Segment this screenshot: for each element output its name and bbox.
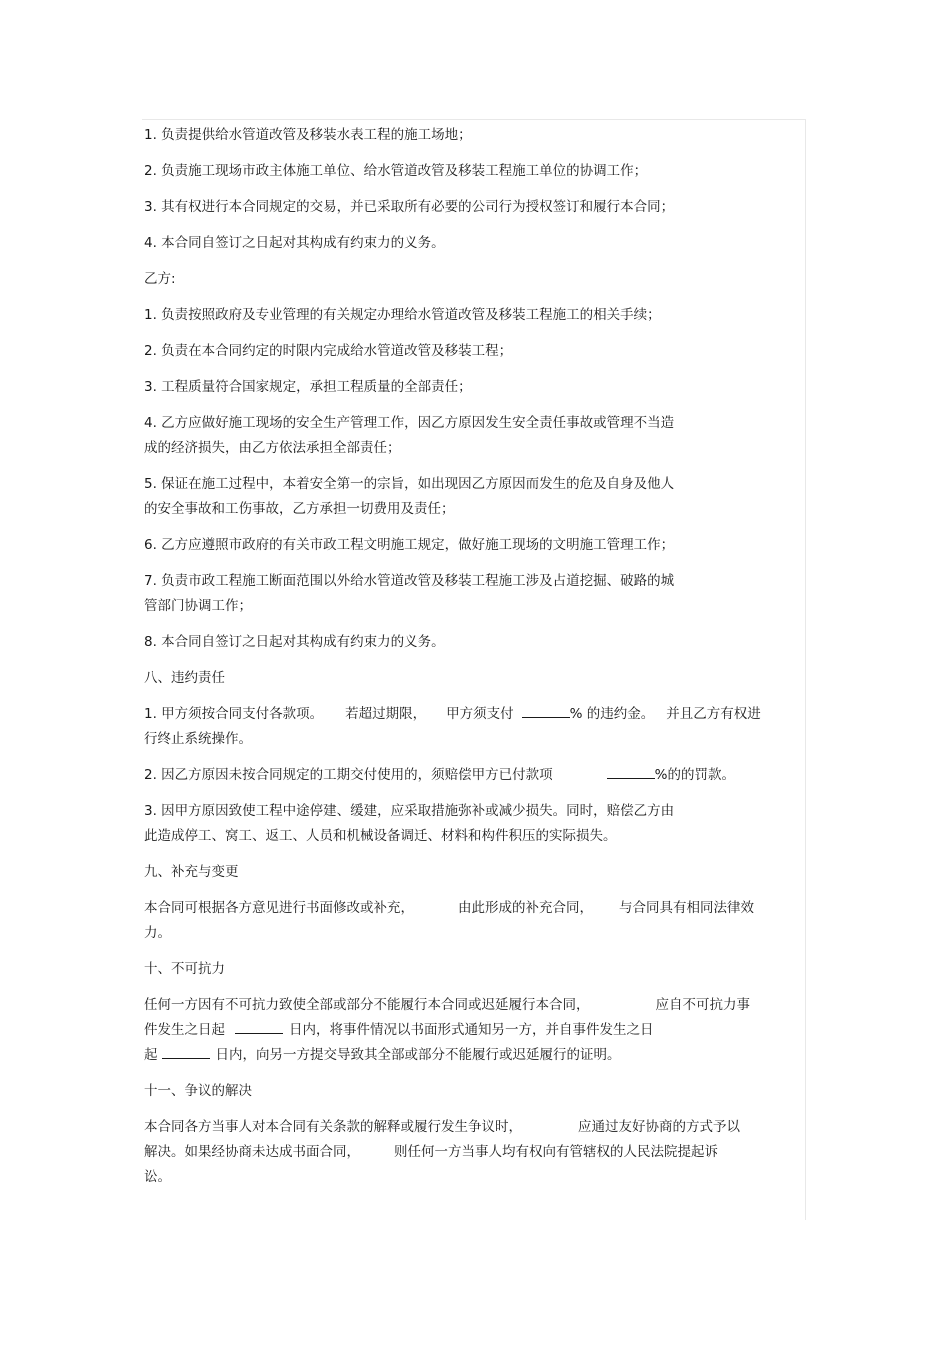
section-8-clause-2 (144, 763, 800, 788)
party-a-item-2: 2. 负责施工现场市政主体施工单位、给水管道改管及移装工程施工单位的协调工作； (144, 163, 648, 179)
blank-field (162, 1043, 210, 1059)
section-8-clause-3-line-1: 3. 因甲方原因致使工程中途停建、缓建，应采取措施弥补或减少损失。同时，赔偿乙方由 (144, 803, 675, 819)
clause-text: 2. 因乙方原因未按合同规定的工期交付使用的，须赔偿甲方已付款项 (144, 767, 553, 783)
clause-text: 本合同各方当事人对本合同有关条款的解释或履行发生争议时， (144, 1119, 522, 1135)
section-11-line-1 (144, 1115, 800, 1140)
party-b-item-4-line-1: 4. 乙方应做好施工现场的安全生产管理工作，因乙方原因发生安全责任事故或管理不当造 (144, 415, 675, 431)
blank-field (607, 763, 655, 779)
clause-text: 由此形成的补充合同， (458, 900, 593, 916)
section-11-line-2 (144, 1140, 800, 1165)
party-b-item-1: 1. 负责按照政府及专业管理的有关规定办理给水管道改管及移装工程施工的相关手续； (144, 307, 661, 323)
section-9-line-1 (144, 896, 800, 921)
clause-text: 甲方须支付 (446, 706, 514, 722)
clause-text: 起 (144, 1047, 158, 1063)
clause-text: 则任何一方当事人均有权向有管辖权的人民法院提起诉 (394, 1144, 718, 1160)
clause-text: 件发生之日起 (144, 1022, 225, 1038)
clause-text: 并且乙方有权进 (666, 706, 761, 722)
section-8-clause-1-line-1 (144, 702, 800, 727)
section-11-heading: 十一、争议的解决 (144, 1083, 252, 1099)
party-b-item-3: 3. 工程质量符合国家规定，承担工程质量的全部责任； (144, 379, 472, 395)
party-b-heading: 乙方: (144, 271, 176, 287)
clause-text: 本合同可根据各方意见进行书面修改或补充， (144, 900, 414, 916)
blank-field (235, 1018, 283, 1034)
clause-text: 解决。如果经协商未达成书面合同， (144, 1144, 360, 1160)
party-a-item-3: 3. 其有权进行本合同规定的交易，并已采取所有必要的公司行为授权签订和履行本合同； (144, 199, 675, 215)
clause-text: 与合同具有相同法律效 (619, 900, 754, 916)
blank-field (522, 702, 570, 718)
section-8-clause-1-line-2: 行终止系统操作。 (144, 731, 252, 747)
section-10-line-3 (144, 1043, 800, 1068)
clause-text: 日内，将事件情况以书面形式通知另一方，并自事件发生之日 (289, 1022, 654, 1038)
party-b-item-8: 8. 本合同自签订之日起对其构成有约束力的义务。 (144, 634, 445, 650)
party-a-item-1: 1. 负责提供给水管道改管及移装水表工程的施工场地； (144, 127, 472, 143)
contract-body (144, 123, 800, 1190)
clause-text: 应通过友好协商的方式予以 (578, 1119, 740, 1135)
section-10-line-2 (144, 1018, 800, 1043)
clause-text: 若超过期限， (345, 706, 427, 722)
section-8-heading: 八、违约责任 (144, 670, 225, 686)
clause-text: % 的违约金。 (569, 706, 655, 722)
section-9-heading: 九、补充与变更 (144, 864, 239, 880)
section-10-heading: 十、不可抗力 (144, 961, 225, 977)
section-9-line-2: 力。 (144, 925, 171, 941)
party-b-item-4-line-2: 成的经济损失，由乙方依法承担全部责任； (144, 440, 401, 456)
party-a-item-4: 4. 本合同自签订之日起对其构成有约束力的义务。 (144, 235, 445, 251)
party-b-item-7-line-2: 管部门协调工作； (144, 598, 252, 614)
clause-text: 应自不可抗力事 (655, 997, 750, 1013)
section-11-line-3: 讼。 (144, 1169, 171, 1185)
party-b-item-5-line-2: 的安全事故和工伤事故，乙方承担一切费用及责任； (144, 501, 455, 517)
party-b-item-7-line-1: 7. 负责市政工程施工断面范围以外给水管道改管及移装工程施工涉及占道挖掘、破路的城 (144, 573, 675, 589)
party-b-item-5-line-1: 5. 保证在施工过程中，本着安全第一的宗旨，如出现因乙方原因而发生的危及自身及他人 (144, 476, 675, 492)
party-b-item-6: 6. 乙方应遵照市政府的有关市政工程文明施工规定，做好施工现场的文明施工管理工作； (144, 537, 675, 553)
clause-text: 1. 甲方须按合同支付各款项。 (144, 706, 324, 722)
clause-text: %的的罚款。 (654, 767, 735, 783)
clause-text: 日内，向另一方提交导致其全部或部分不能履行或迟延履行的证明。 (215, 1047, 621, 1063)
section-10-line-1 (144, 993, 800, 1018)
clause-text: 任何一方因有不可抗力致使全部或部分不能履行本合同或迟延履行本合同， (144, 997, 590, 1013)
section-8-clause-3-line-2: 此造成停工、窝工、返工、人员和机械设备调迁、材料和构件积压的实际损失。 (144, 828, 617, 844)
party-b-item-2: 2. 负责在本合同约定的时限内完成给水管道改管及移装工程； (144, 343, 513, 359)
